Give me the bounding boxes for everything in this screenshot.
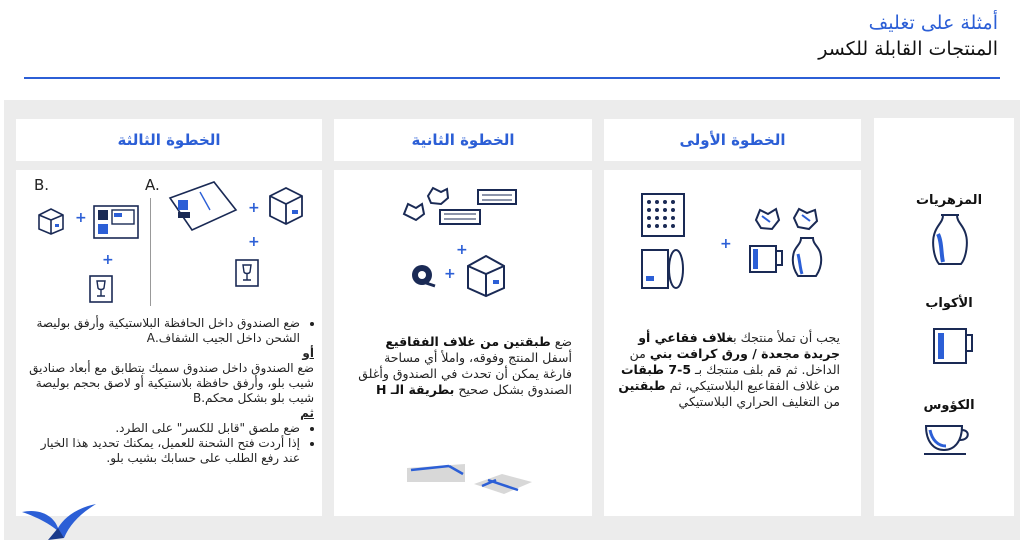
title-line-1: أمثلة على تغليف bbox=[868, 12, 998, 34]
plastic-mailer-icon bbox=[166, 180, 238, 232]
plus-icon: + bbox=[75, 210, 87, 226]
category-mugs: الأكواب bbox=[925, 296, 973, 311]
step1-header: الخطوة الأولى bbox=[604, 119, 861, 161]
option-b-label: B. bbox=[34, 176, 50, 194]
step3-bullet-3: • ضع ملصق "قابل للكسر" على الطرد. bbox=[22, 421, 300, 436]
plus-icon: + bbox=[456, 242, 468, 258]
step3-bullet-1: • ضع الصندوق داخل الحافظة البلاستيكية وأرفق بوليصة الشحن داخل الجيب الشفاف.A bbox=[22, 316, 300, 346]
h-tape-box-icon bbox=[405, 460, 467, 484]
h-tape-box-icon bbox=[472, 470, 534, 496]
step2-text: ضع طبقتين من غلاف الفقاقيع أسفل المنتج وفوقه، واملأ أي مساحة فارغة يمكن أن تحدث في الصندوق وأغلق الصندوق بشكل صحيح بطريقة الـ H bbox=[358, 334, 572, 397]
page-title bbox=[818, 10, 998, 62]
crumpled-paper-icon bbox=[790, 206, 820, 232]
step3-then: ثم bbox=[300, 406, 314, 420]
step3-bullet-2: ضع الصندوق داخل صندوق سميك يتطابق مع أبعاد صناديق شيب بلو، وأرفق حافظة بلاستيكية أو لاصق بحجم بوليصة شيب بلو بشكل محكم.B bbox=[29, 361, 314, 405]
fragile-label-icon bbox=[234, 258, 260, 288]
plus-icon: + bbox=[248, 234, 260, 250]
category-teacups: الكؤوس bbox=[923, 398, 975, 413]
fragile-label-icon bbox=[88, 274, 114, 304]
plus-icon: + bbox=[720, 236, 732, 252]
mug-wrapped-icon bbox=[746, 238, 786, 276]
thick-box-with-label-icon bbox=[92, 202, 140, 240]
step3-header: الخطوة الثالثة bbox=[16, 119, 322, 161]
title-divider bbox=[24, 77, 1000, 79]
option-a-label: A. bbox=[145, 176, 160, 194]
shipblu-bird-logo bbox=[18, 498, 98, 542]
options-divider bbox=[150, 198, 151, 306]
box-icon bbox=[266, 184, 306, 226]
vase-wrapped-icon bbox=[790, 236, 824, 278]
vase-icon bbox=[929, 212, 971, 268]
plus-icon: + bbox=[102, 252, 114, 268]
crumpled-paper-icon bbox=[752, 206, 782, 232]
teacup-icon bbox=[922, 418, 974, 458]
tape-roll-icon bbox=[410, 262, 436, 288]
box-icon bbox=[36, 206, 66, 236]
step3-or: أو bbox=[302, 346, 314, 360]
step3-text bbox=[22, 316, 314, 466]
packing-materials-icon bbox=[400, 186, 524, 238]
title-line-2: المنتجات القابلة للكسر bbox=[818, 38, 998, 60]
mug-icon bbox=[930, 321, 978, 367]
box-icon bbox=[464, 252, 508, 298]
step1-text: يجب أن تملأ منتجك بغلاف فقاعي أو جريدة مجعدة / ورق كرافت بني من الداخل. ثم قم بلف منتجك بـ 5-7 طبقات من غلاف الفقاعيع البلاستيكي، ثم طبقتين من التغليف الحراري البلاستيكي bbox=[618, 330, 840, 409]
kraft-paper-roll-icon bbox=[640, 246, 686, 292]
step2-header: الخطوة الثانية bbox=[334, 119, 592, 161]
step3-bullet-4: • إذا أردت فتح الشحنة للعميل، يمكنك تحديد هذا الخيار عند رفع الطلب على حسابك بشيب بلو. bbox=[22, 436, 300, 466]
category-vases: المزهريات bbox=[915, 193, 983, 208]
plus-icon: + bbox=[248, 200, 260, 216]
bubble-wrap-roll-icon bbox=[640, 192, 686, 238]
plus-icon: + bbox=[444, 266, 456, 282]
